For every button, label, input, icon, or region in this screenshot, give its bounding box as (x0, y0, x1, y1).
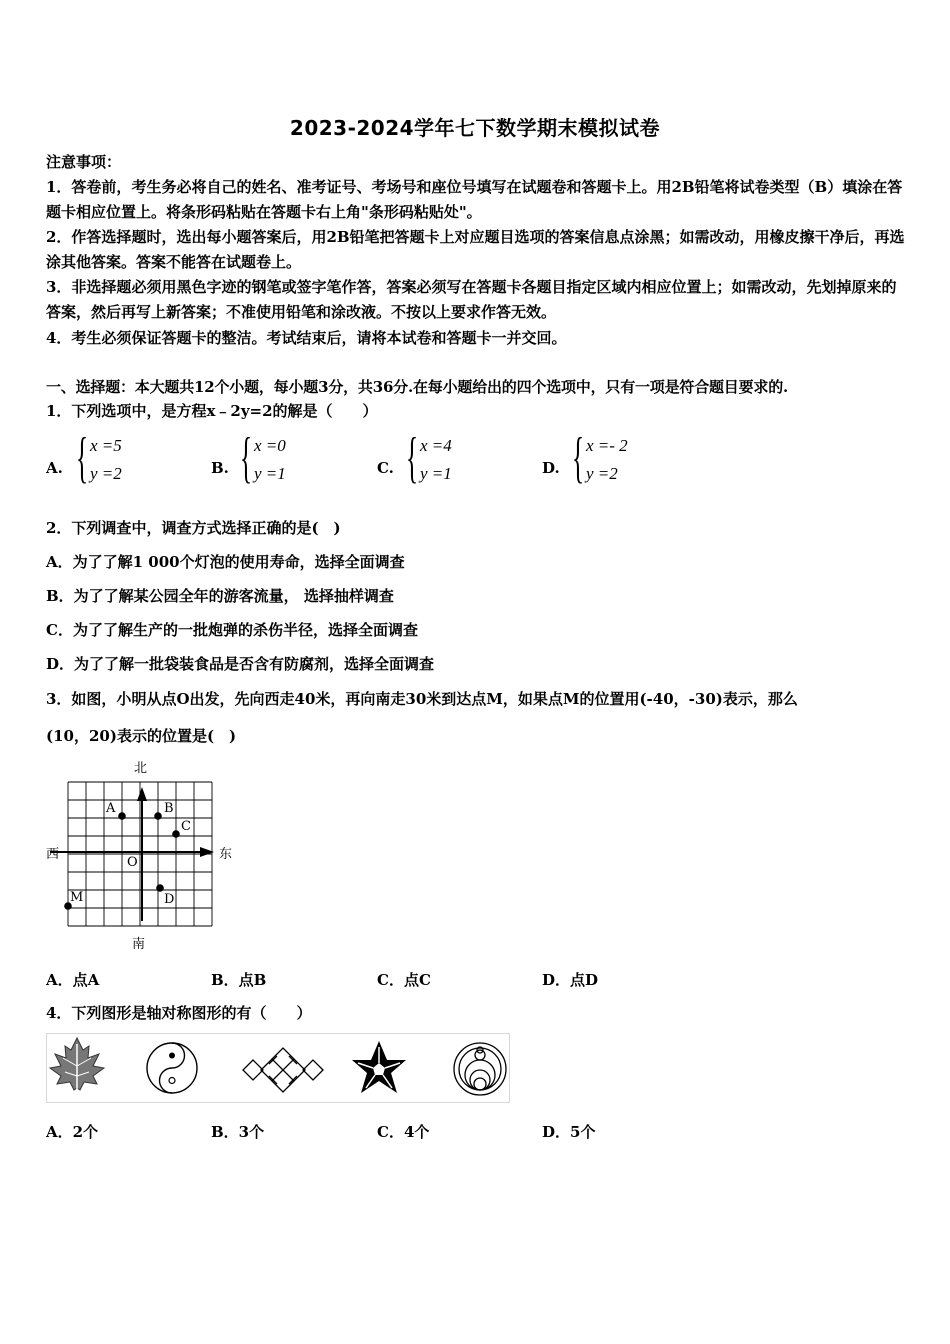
q1-option-d-system (572, 427, 662, 492)
notice-item-4: 4．考生必须保证答题卡的整洁。考试结束后，请将本试卷和答题卡一并交回。 (46, 329, 567, 347)
notice-heading: 注意事项： (46, 153, 122, 171)
q3-option-d: D．点D (542, 971, 599, 989)
q1-option-d-label: D. (542, 459, 560, 477)
q4-option-c: C．4个 (377, 1123, 430, 1141)
q1-option-a-label: A. (46, 459, 63, 477)
point-d-label: D (164, 892, 175, 907)
q1-option-c-label: C. (377, 459, 394, 477)
origin-label: O (127, 855, 138, 870)
q4-stem: 4．下列图形是轴对称图形的有（ ） (46, 1004, 312, 1022)
q3-option-a: A．点A (46, 971, 100, 989)
q4-option-d: D．5个 (542, 1123, 596, 1141)
brace-icon: { (572, 427, 585, 489)
q2-option-d: D．为了了解一批袋装食品是否含有防腐剂，选择全面调查 (46, 655, 435, 673)
point-d (156, 884, 164, 892)
q3-stem-line1: 3．如图，小明从点O出发，先向西走40米，再向南走30米到达点M，如果点M的位置用(-40，-30)表示，那么 (46, 690, 798, 708)
q3-stem-line2: (10，20)表示的位置是( ) (46, 727, 237, 745)
q1-option-c-x: x =4 (420, 436, 452, 455)
q1-option-b-y: y =1 (254, 464, 286, 483)
q1-option-c-y: y =1 (420, 464, 452, 483)
east-label: 东 (219, 847, 233, 862)
notice-item-1: 1．答卷前，考生务必将自己的姓名、准考证号、考场号和座位号填写在试题卷和答题卡上。用2B铅笔将试卷类型（B）填涂在答题卡相应位置上。将条形码粘贴在答题卡右上角"条形码粘贴处"。 (46, 178, 903, 221)
pentagon-star-icon (352, 1041, 406, 1093)
q1-option-d-x: x =- 2 (586, 436, 628, 455)
point-c-label: C (181, 819, 191, 834)
notice-item-2: 2．作答选择题时，选出每小题答案后，用2B铅笔把答题卡上对应题目选项的答案信息点涂黑；如需改动，用橡皮擦干净后，再选涂其他答案。答案不能答在试题卷上。 (46, 228, 905, 271)
q1-option-b-x: x =0 (254, 436, 286, 455)
point-b (154, 812, 162, 820)
q4-shapes-strip (46, 1033, 510, 1103)
brace-icon: { (240, 427, 253, 489)
q1-option-a-y: y =2 (90, 464, 122, 483)
q4-option-b: B．3个 (211, 1123, 265, 1141)
north-arrow-icon (137, 787, 147, 801)
q3-grid-figure (40, 755, 240, 955)
q2-option-c: C．为了了解生产的一批炮弹的杀伤半径，选择全面调查 (46, 621, 418, 639)
q2-option-a: A．为了了解1 000个灯泡的使用寿命，选择全面调查 (46, 553, 405, 571)
west-label: 西 (46, 847, 60, 862)
knot-pattern-icon (243, 1048, 323, 1092)
q1-stem: 1．下列选项中，是方程x﹣2y=2的解是（ ） (46, 402, 378, 420)
south-label: 南 (132, 937, 146, 952)
q2-stem: 2．下列调查中，调查方式选择正确的是( ) (46, 519, 341, 537)
maple-leaf-icon (50, 1038, 104, 1098)
grid-lines (68, 782, 212, 926)
q1-option-c-system (406, 427, 486, 492)
q1-option-a-x: x =5 (90, 436, 122, 455)
page-title: 2023-2024学年七下数学期末模拟试卷 (289, 116, 661, 140)
point-m-label: M (70, 890, 84, 905)
q3-option-b: B．点B (211, 971, 267, 989)
brace-icon: { (406, 427, 419, 489)
yin-yang-icon (147, 1043, 197, 1093)
q1-option-b-system (240, 427, 320, 492)
q4-option-a: A．2个 (46, 1123, 99, 1141)
point-a-label: A (106, 801, 116, 816)
q2-option-b: B．为了了解某公园全年的游客流量， 选择抽样调查 (46, 587, 394, 605)
q1-option-d-y: y =2 (586, 464, 618, 483)
notice-item-3: 3．非选择题必须用黑色字迹的钢笔或签字笔作答，答案必须写在答题卡各题目指定区域内相应位置上；如需改动，先划掉原来的答案，然后再写上新答案；不准使用铅笔和涂改液。不按以上要求作答无效。 (46, 278, 897, 321)
q1-option-b-label: B. (211, 459, 229, 477)
nested-circles-icon (454, 1043, 506, 1095)
brace-icon: { (76, 427, 89, 489)
point-c (172, 830, 180, 838)
q3-option-c: C．点C (377, 971, 431, 989)
point-a (118, 812, 126, 820)
point-b-label: B (164, 801, 174, 816)
north-label: 北 (134, 761, 148, 776)
section-heading: 一、选择题：本大题共12个小题，每小题3分，共36分.在每小题给出的四个选项中，只有一项是符合题目要求的. (46, 378, 789, 396)
q1-option-a-system (76, 427, 156, 492)
